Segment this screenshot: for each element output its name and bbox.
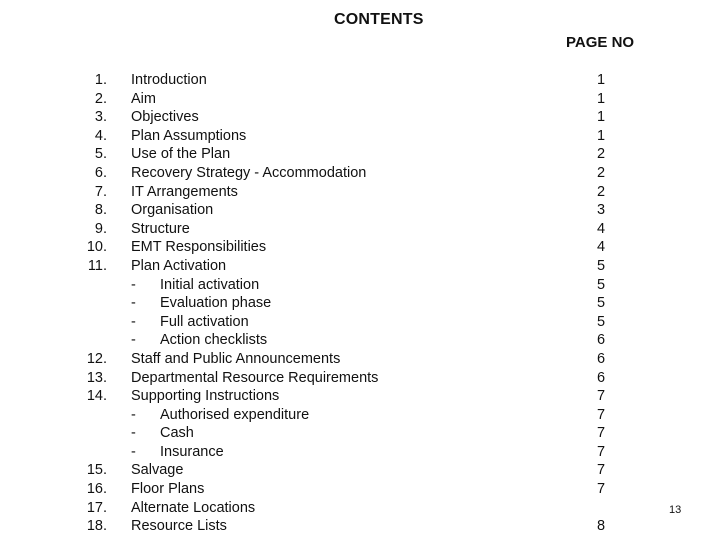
toc-item	[0, 108, 728, 127]
toc-item-label: Evaluation phase	[160, 295, 272, 312]
toc-item-number: 7.	[94, 183, 107, 200]
toc-subitem	[0, 443, 728, 462]
toc-item	[0, 201, 728, 220]
toc-item-page-number: 5	[596, 295, 606, 312]
toc-item-label: Plan Assumptions	[131, 127, 247, 144]
toc-item-page-number: 7	[596, 388, 606, 405]
toc-subitem-dash: -	[131, 406, 136, 423]
toc-item-label: Alternate Locations	[131, 499, 256, 516]
toc-item-page-number: 8	[596, 518, 606, 535]
toc-item-number: 9.	[94, 220, 107, 237]
toc-item-page-number: 4	[596, 239, 606, 256]
toc-item-page-number: 1	[596, 127, 606, 144]
toc-item-number: 6.	[94, 164, 107, 181]
toc-subitem-dash: -	[131, 332, 136, 349]
toc-item-label: Initial activation	[160, 276, 260, 293]
toc-item	[0, 350, 728, 369]
toc-item-page-number: 6	[596, 369, 606, 386]
toc-item-label: Insurance	[160, 443, 224, 460]
toc-subitem	[0, 331, 728, 350]
toc-item	[0, 220, 728, 239]
toc-item-label: Cash	[160, 425, 194, 442]
toc-item	[0, 90, 728, 109]
toc-item-number: 1.	[94, 72, 107, 88]
toc-item-page-number: 2	[596, 183, 606, 200]
toc-item-number: 2.	[94, 90, 107, 107]
toc-subitem	[0, 424, 728, 443]
toc-item-number: 16.	[86, 481, 107, 498]
toc-item-label: Introduction	[131, 72, 207, 88]
toc-item-number: 14.	[86, 388, 107, 405]
toc-item-label: Supporting Instructions	[131, 388, 280, 405]
toc-item-number: 15.	[86, 462, 107, 479]
toc-item-number: 13.	[86, 369, 107, 386]
toc-item-label: Floor Plans	[131, 481, 205, 498]
toc-item-label: Departmental Resource Requirements	[131, 369, 379, 386]
toc-item-label: Objectives	[131, 109, 199, 126]
toc-item-label: Recovery Strategy - Accommodation	[131, 164, 367, 181]
toc-item-page-number: 2	[596, 146, 606, 163]
toc-item	[0, 127, 728, 146]
toc-subitem-dash: -	[131, 443, 136, 460]
toc-item-label: Use of the Plan	[131, 146, 231, 163]
toc-item-page-number: 5	[596, 257, 606, 274]
toc-item-page-number: 5	[596, 313, 606, 330]
toc-item-label: IT Arrangements	[131, 183, 238, 200]
table-of-contents	[0, 71, 728, 536]
toc-item-page-number: 7	[596, 406, 606, 423]
toc-item-number: 17.	[86, 499, 107, 516]
toc-item-page-number: 7	[596, 443, 606, 460]
toc-item-page-number: 7	[596, 425, 606, 442]
toc-item-number: 11.	[87, 257, 107, 274]
page-no-column-header: PAGE NO	[566, 34, 635, 51]
toc-item-page-number: 6	[596, 332, 606, 349]
toc-item-label: Resource Lists	[131, 518, 227, 535]
toc-subitem	[0, 294, 728, 313]
toc-item-page-number: 7	[596, 462, 606, 479]
toc-item-label: Structure	[131, 220, 190, 237]
slide-number: 13	[669, 504, 682, 516]
toc-item-page-number: 1	[596, 72, 606, 88]
toc-item	[0, 238, 728, 257]
toc-item	[0, 517, 728, 536]
toc-item-number: 3.	[94, 109, 107, 126]
toc-item	[0, 71, 728, 90]
toc-item-page-number: 3	[596, 202, 606, 219]
toc-item	[0, 257, 728, 276]
toc-item	[0, 480, 728, 499]
toc-item	[0, 499, 728, 518]
toc-item-number: 12.	[86, 350, 107, 367]
toc-subitem	[0, 313, 728, 332]
toc-item-number: 10.	[86, 239, 107, 256]
toc-item-label: EMT Responsibilities	[131, 239, 267, 256]
toc-item-label: Organisation	[131, 202, 214, 219]
toc-item-page-number: 1	[596, 109, 606, 126]
toc-item-label: Salvage	[131, 462, 184, 479]
toc-item-page-number: 6	[596, 350, 606, 367]
toc-subitem-dash: -	[131, 276, 136, 293]
toc-item-page-number: 5	[596, 276, 606, 293]
toc-subitem	[0, 276, 728, 295]
toc-item-page-number: 1	[596, 90, 606, 107]
toc-item	[0, 164, 728, 183]
toc-item-page-number: 4	[596, 220, 606, 237]
toc-item	[0, 387, 728, 406]
toc-item	[0, 369, 728, 388]
toc-item	[0, 145, 728, 164]
toc-item-page-number: 7	[596, 481, 606, 498]
page-title: CONTENTS	[334, 11, 424, 28]
toc-subitem-dash: -	[131, 313, 136, 330]
toc-item-label: Action checklists	[160, 332, 268, 349]
toc-item-label: Aim	[131, 90, 156, 107]
toc-subitem	[0, 406, 728, 425]
toc-item-number: 8.	[94, 202, 107, 219]
toc-item-label: Full activation	[160, 313, 249, 330]
toc-subitem-dash: -	[131, 295, 136, 312]
toc-item	[0, 183, 728, 202]
toc-item-label: Plan Activation	[131, 257, 227, 274]
toc-item-label: Authorised expenditure	[160, 406, 310, 423]
toc-item-page-number: 2	[596, 164, 606, 181]
toc-item-number: 5.	[94, 146, 107, 163]
toc-subitem-dash: -	[131, 425, 136, 442]
toc-item-number: 18.	[86, 518, 107, 535]
toc-item-number: 4.	[94, 127, 107, 144]
toc-item-label: Staff and Public Announcements	[131, 350, 341, 367]
toc-item	[0, 461, 728, 480]
